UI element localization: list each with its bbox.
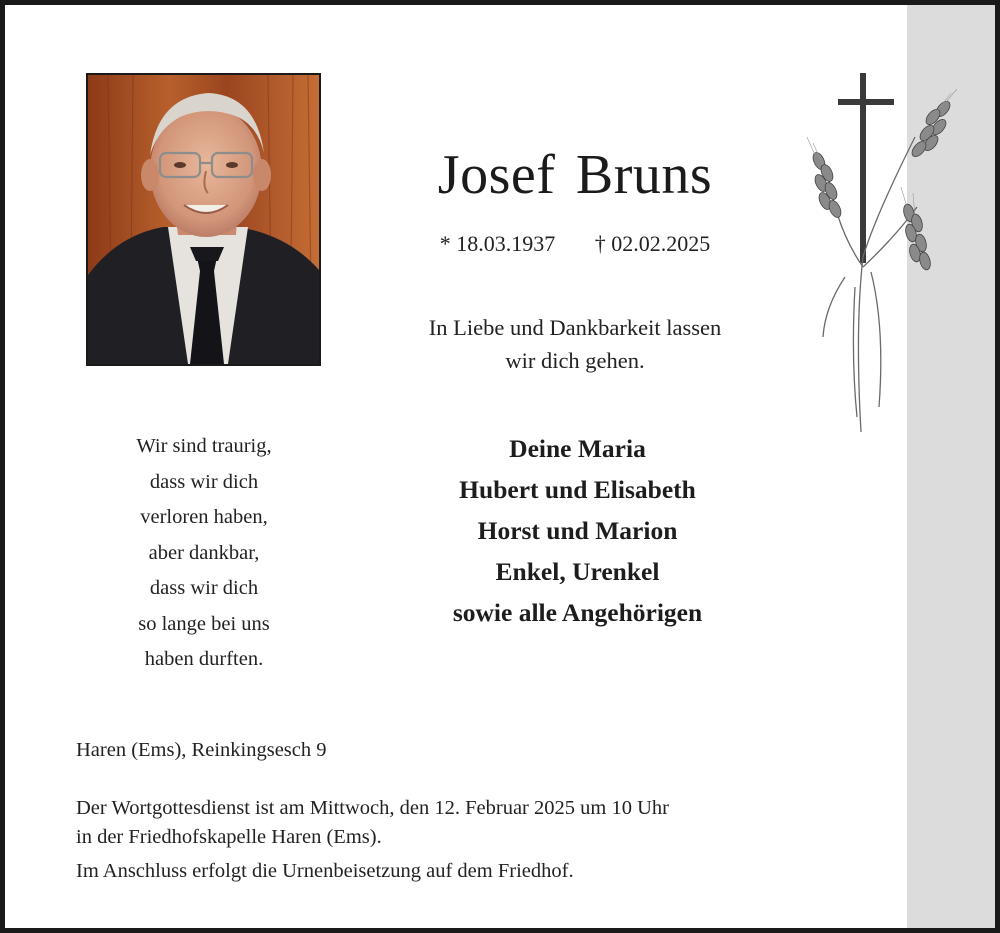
poem-line: dass wir dich xyxy=(149,577,259,599)
mourner-line: Horst und Marion xyxy=(477,516,678,545)
address: Haren (Ems), Reinkingsesch 9 xyxy=(76,739,327,761)
death-date: † 02.02.2025 xyxy=(594,231,711,256)
motto-line: In Liebe und Dankbarkeit lassen xyxy=(428,315,722,340)
cross-with-wheat-icon xyxy=(805,67,965,437)
farewell-motto xyxy=(335,311,815,377)
poem-line: dass wir dich xyxy=(149,470,259,493)
mourner-line: Enkel, Urenkel xyxy=(495,557,660,586)
portrait-photo xyxy=(86,73,321,366)
deceased-name: Josef Bruns xyxy=(437,144,713,206)
life-dates xyxy=(335,231,815,257)
motto-line: wir dich gehen. xyxy=(505,348,645,373)
poem-line: Wir sind traurig, xyxy=(136,435,272,457)
poem-line: so lange bei uns xyxy=(138,612,270,635)
burial-info: Im Anschluss erfolgt die Urnenbeisetzung auf dem Friedhof. xyxy=(76,860,574,882)
service-info xyxy=(76,794,669,852)
poem xyxy=(93,429,315,678)
mourner-line: Deine Maria xyxy=(509,434,646,463)
mourners-list xyxy=(365,428,790,633)
poem-line: verloren haben, xyxy=(140,506,268,528)
mourner-line: sowie alle Angehörigen xyxy=(452,598,703,627)
mourner-line: Hubert und Elisabeth xyxy=(459,475,696,504)
service-line: in der Friedhofskapelle Haren (Ems). xyxy=(76,826,382,848)
service-line: Der Wortgottesdienst ist am Mittwoch, den 12. Februar 2025 um 10 Uhr xyxy=(76,797,669,819)
poem-line: aber dankbar, xyxy=(148,541,260,564)
poem-line: haben durften. xyxy=(144,648,264,670)
birth-date: * 18.03.1937 xyxy=(439,231,556,256)
